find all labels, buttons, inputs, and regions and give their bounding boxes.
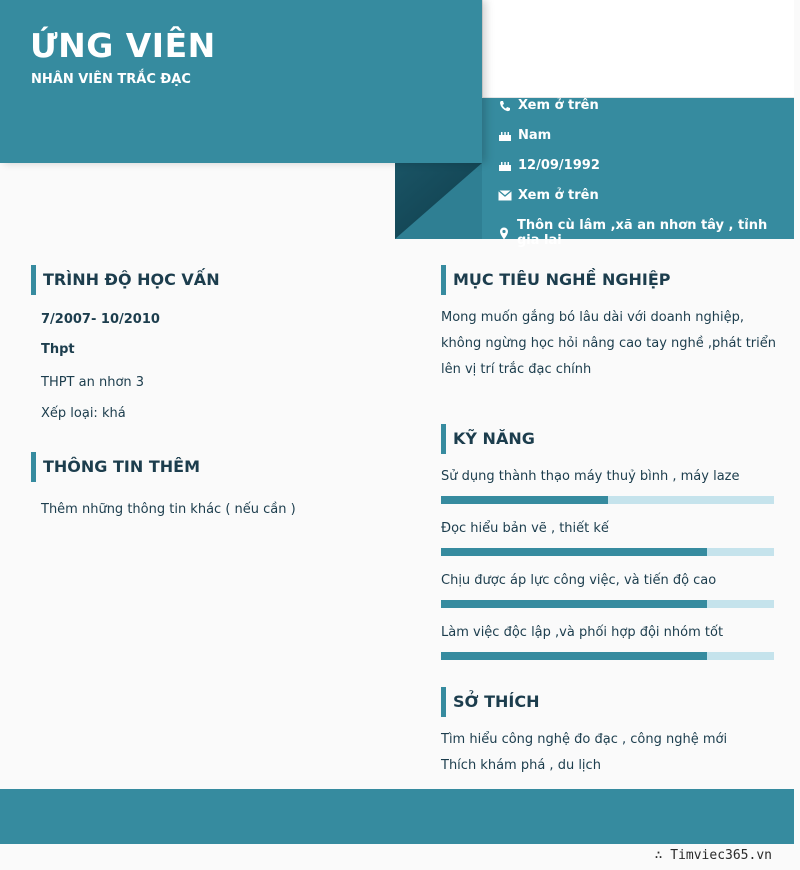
header-banner [0,0,482,163]
skill-bar-fill [441,652,707,660]
job-title: NHÂN VIÊN TRẮC ĐẠC [31,72,191,87]
envelope-icon [498,189,512,203]
objective-section-title: MỤC TIÊU NGHỀ NGHIỆP [441,265,671,295]
extra-info-section-title: THÔNG TIN THÊM [31,452,200,482]
phone-icon [498,99,512,113]
skill-label: Chịu được áp lực công việc, và tiến độ cao [441,573,717,588]
skill-bar [441,600,774,608]
contact-panel [482,98,794,248]
skill-label: Đọc hiểu bản vẽ , thiết kế [441,521,609,536]
header-right-blank [482,0,794,98]
contact-email-value: Xem ở trên [518,188,599,203]
skill-label: Sử dụng thành thạo máy thuỷ bình , máy laze [441,469,740,484]
gender-icon [498,129,512,143]
contact-birthday-value: 12/09/1992 [518,158,600,173]
hobby-item: Tìm hiểu công nghệ đo đạc , công nghệ mới [441,732,728,747]
education-degree: Thpt [41,342,75,357]
contact-address [498,218,794,248]
skill-bar [441,652,774,660]
contact-gender [498,128,551,143]
hobbies-section-title: SỞ THÍCH [441,687,539,717]
contact-address-value: Thôn cù lâm ,xã an nhơn tây , tỉnh gia lai [516,218,768,248]
contact-phone [498,98,599,113]
footer-band [0,789,794,844]
candidate-name: ỨNG VIÊN [30,26,216,65]
skill-bar-fill [441,496,608,504]
education-school: THPT an nhơn 3 [41,375,145,390]
skill-bar [441,548,774,556]
extra-info-text: Thêm những thông tin khác ( nếu cần ) [41,502,296,517]
education-period: 7/2007- 10/2010 [41,312,160,327]
hobby-item: Thích khám phá , du lịch [441,758,601,773]
location-pin-icon [498,226,511,240]
education-grade: Xếp loại: khá [41,406,126,421]
contact-phone-value: Xem ở trên [518,98,599,113]
skill-bar-fill [441,548,707,556]
watermark-logo: ∴ Timviec365.vn [654,848,772,863]
objective-text: Mong muốn gắng bó lâu dài với doanh nghiệp, không ngừng học hỏi nâng cao tay nghề ,phát triển lên vị trí trắc đạc chính [441,310,776,377]
skill-label: Làm việc độc lập ,và phối hợp đội nhóm tốt [441,625,724,640]
skill-bar [441,496,774,504]
skill-bar-fill [441,600,707,608]
header-fold-decoration [395,163,482,239]
education-section-title: TRÌNH ĐỘ HỌC VẤN [31,265,220,295]
contact-birthday [498,158,600,173]
skills-section-title: KỸ NĂNG [441,424,535,454]
contact-gender-value: Nam [518,128,552,143]
contact-email [498,188,599,203]
birthday-cake-icon [498,159,512,173]
